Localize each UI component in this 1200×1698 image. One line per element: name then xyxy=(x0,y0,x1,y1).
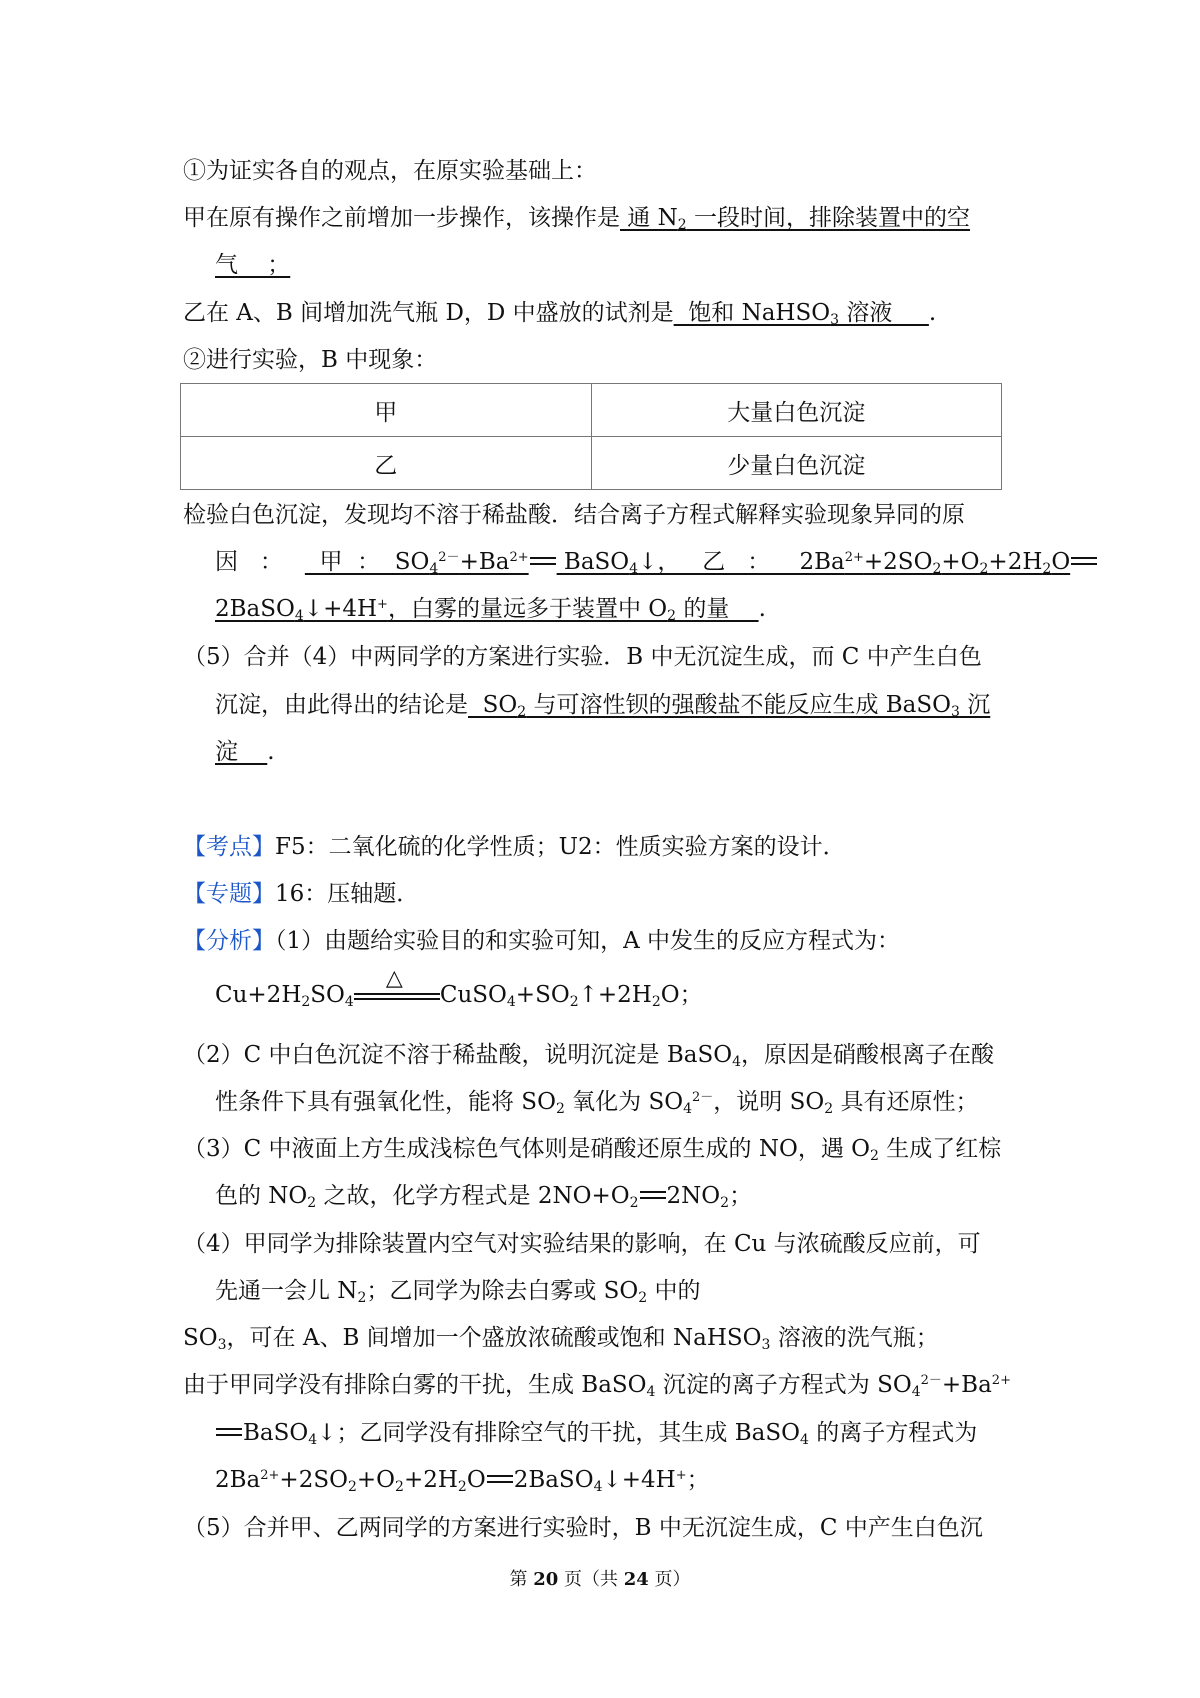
table-cell: 乙 xyxy=(181,437,592,490)
text-line: 2BaSO$_4$↓+4H+，白雾的量远多于装置中 $O_2$ 的量 . xyxy=(215,596,766,624)
text-line: ①为证实各自的观点，在原实验基础上： xyxy=(183,158,597,184)
table-row xyxy=(181,384,1002,437)
page-total: 24 xyxy=(623,1569,649,1590)
text-line: $2Ba^{2+}+2SO_2+O_2+2H_2O$ 2BaSO$_4$↓+4H+； xyxy=(215,1467,710,1495)
table-cell: 大量白色沉淀 xyxy=(591,384,1002,437)
equation-line: $Cu+2H_2SO_4$ △ $CuSO_4+SO_2↑+2H_2O$； xyxy=(215,966,703,1010)
text-line: 先通一会儿 $N_2$；乙同学为除去白雾或 $SO_2$ 中的 xyxy=(215,1278,701,1306)
text-line: 淀 . xyxy=(215,739,275,765)
text-line: 气 ； xyxy=(215,252,291,278)
equals-sign xyxy=(530,557,556,565)
text-line: 由于甲同学没有排除白雾的干扰，生成 BaSO$_4$ 沉淀的离子方程式为 $SO_4^{2-}+Ba^{2+}$ xyxy=(183,1372,1011,1400)
text-line: 甲在原有操作之前增加一步操作，该操作是 通 $N_2$ 一段时间，排除装置中的空 xyxy=(183,205,970,233)
text-line: 色的 $NO_2$ 之故，化学方程式是 $2NO+O_2$ $2NO_2$； xyxy=(215,1183,753,1211)
text-line: $SO_3$，可在 A、B 间增加一个盛放浓硫酸或饱和 NaHSO$_3$ 溶液的洗气瓶； xyxy=(183,1325,939,1353)
text-line: （5）合并（4）中两同学的方案进行实验．B 中无沉淀生成，而 C 中产生白色 xyxy=(183,644,982,670)
page-number: 20 xyxy=(533,1569,559,1590)
text-line: （2）C 中白色沉淀不溶于稀盐酸，说明沉淀是 BaSO$_4$，原因是硝酸根离子在酸 xyxy=(183,1042,995,1070)
text-line: （5）合并甲、乙两同学的方案进行实验时，B 中无沉淀生成，C 中产生白色沉 xyxy=(183,1515,983,1541)
text-line: BaSO$_4$↓；乙同学没有排除空气的干扰，其生成 BaSO$_4$ 的离子方程式为 xyxy=(215,1418,977,1448)
page-footer: 第 20 页（共 24 页） xyxy=(509,1569,691,1590)
table-cell: 少量白色沉淀 xyxy=(591,437,1002,490)
text-line: （4）甲同学为排除装置内空气对实验结果的影响，在 Cu 与浓硫酸反应前，可 xyxy=(183,1231,981,1257)
fenxi-line: 【分析】（1）由题给实验目的和实验可知，A 中发生的反应方程式为： xyxy=(183,928,901,954)
table-row xyxy=(181,437,1002,490)
table-cell: 甲 xyxy=(181,384,592,437)
text-line: （3）C 中液面上方生成浅棕色气体则是硝酸还原生成的 NO，遇 $O_2$ 生成了红棕 xyxy=(183,1136,1002,1164)
fenxi-tag: 【分析】 xyxy=(183,928,275,954)
equals-sign xyxy=(216,1428,242,1436)
zhuanti-line: 【专题】16：压轴题． xyxy=(183,881,420,907)
text-line: 性条件下具有强氧化性，能将 $SO_2$ 氧化为 $SO_4^{2-}$，说明 $SO_2$ 具有还原性； xyxy=(215,1089,979,1117)
text-line: 检验白色沉淀，发现均不溶于稀盐酸．结合离子方程式解释实验现象异同的原 xyxy=(183,502,965,528)
heating-equals-sign: △ xyxy=(354,980,440,1010)
equals-sign xyxy=(487,1475,513,1483)
text-line: 乙在 A、B 间增加洗气瓶 D，D 中盛放的试剂是 饱和 NaHSO$_3$ 溶液 . xyxy=(183,300,937,328)
text-line: 沉淀，由此得出的结论是 $SO_2$ 与可溶性钡的强酸盐不能反应生成 BaSO$_3$ 沉 xyxy=(215,692,991,720)
text-line: ②进行实验，B 中现象： xyxy=(183,347,438,373)
text-line: 因 ： 甲 ： $SO_4^{2-}+Ba^{2+}$ BaSO$_4$↓， 乙 ： $2Ba^{2+}+2SO_2+O_2+2H_2O$ xyxy=(215,547,1098,577)
kaodian-tag: 【考点】 xyxy=(183,834,275,860)
observation-table xyxy=(180,383,1002,490)
kaodian-line: 【考点】F5：二氧化硫的化学性质；U2：性质实验方案的设计． xyxy=(183,834,846,860)
equals-sign xyxy=(1071,557,1097,565)
equals-sign xyxy=(640,1191,666,1199)
zhuanti-tag: 【专题】 xyxy=(183,881,275,907)
